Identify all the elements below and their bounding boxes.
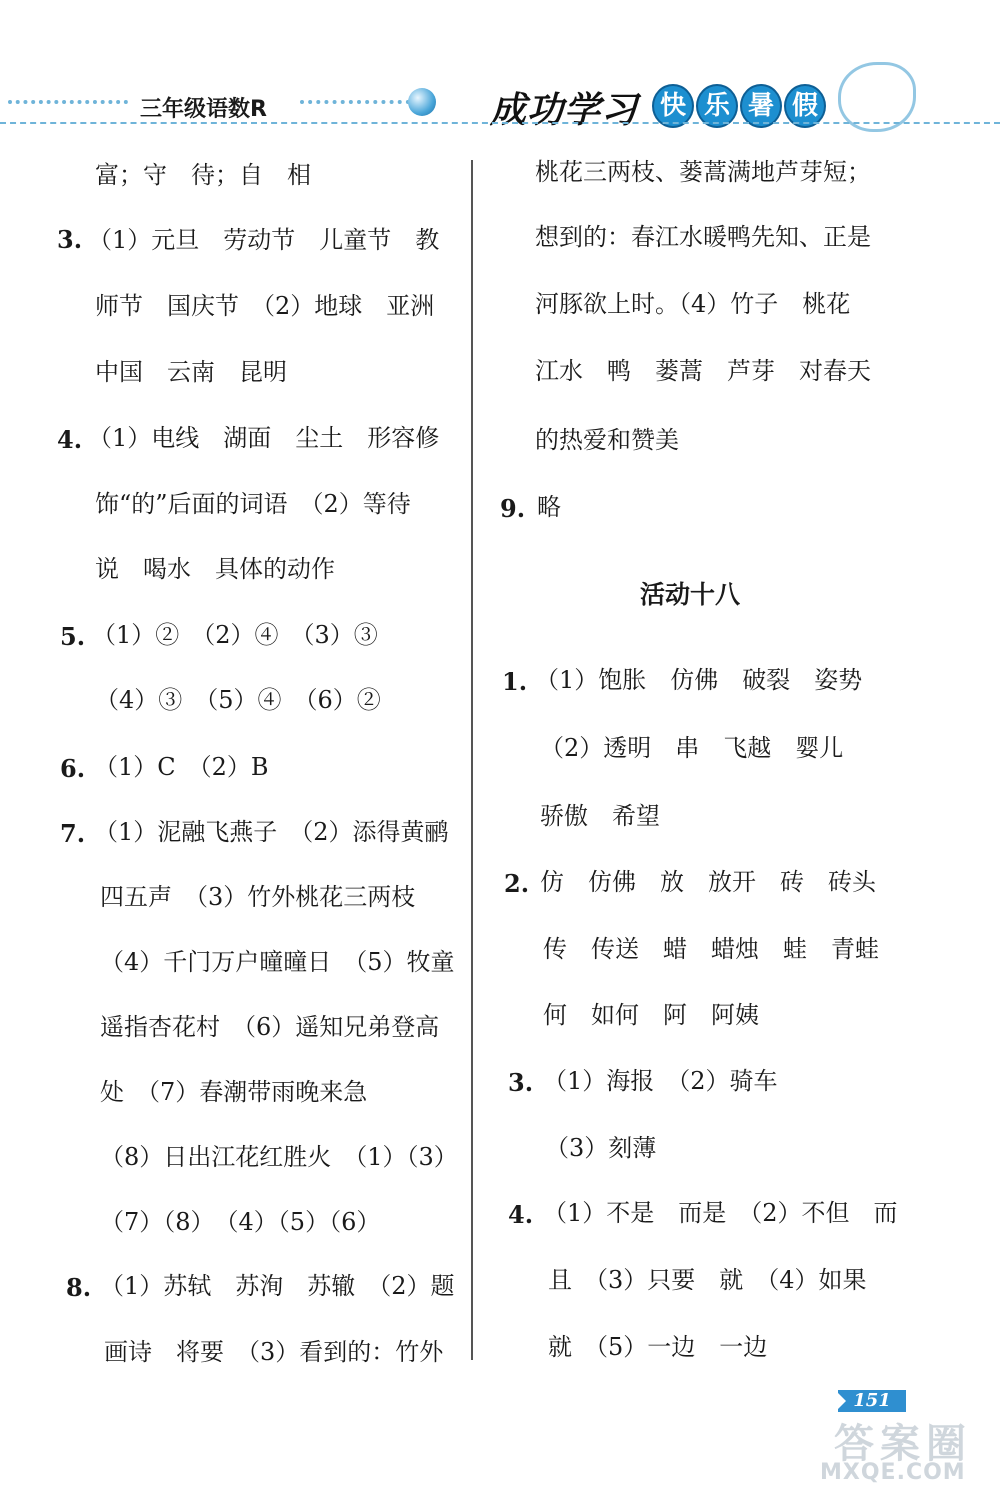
question-number: 9. — [500, 494, 526, 523]
answer-line: 饰“的”后面的词语 （2）等待 — [95, 490, 411, 518]
answer-line: （1）海报 （2）骑车 — [543, 1067, 778, 1095]
answer-line: （1）C （2）B — [94, 753, 269, 781]
badge-char: 乐 — [696, 84, 738, 128]
answer-line: 传 传送 蜡 蜡烛 蛙 青蛙 — [543, 935, 879, 963]
answer-line: （1）② （2）④ （3）③ — [92, 621, 378, 649]
answer-line: 处 （7）春潮带雨晚来急 — [100, 1078, 368, 1106]
column-divider — [471, 160, 473, 1360]
badge-char: 假 — [784, 84, 826, 128]
answer-line: （1）电线 湖面 尘土 形容修 — [88, 424, 440, 452]
answer-line: （1）元旦 劳动节 儿童节 教 — [88, 226, 440, 254]
section-title: 活动十八 — [640, 580, 741, 609]
question-number: 4. — [508, 1200, 534, 1229]
answer-line: 遥指杏花村 （6）遥知兄弟登高 — [100, 1013, 440, 1041]
answer-line: 河豚欲上时。（4）竹子 桃花 — [535, 290, 851, 318]
answer-line: （1）苏轼 苏洵 苏辙 （2）题 — [100, 1272, 455, 1300]
answer-line: 中国 云南 昆明 — [95, 358, 287, 386]
answer-line: 的热爱和赞美 — [535, 426, 679, 454]
page-arrow-icon — [838, 1393, 846, 1409]
answer-line: 仿 仿佛 放 放开 砖 砖头 — [540, 868, 876, 896]
answer-line: 且 （3）只要 就 （4）如果 — [548, 1266, 867, 1294]
brand-title: 成功学习 — [490, 90, 639, 131]
answer-line: 想到的：春江水暖鸭先知、正是 — [535, 223, 871, 251]
page-number: 151 — [838, 1390, 906, 1412]
question-number: 3. — [508, 1068, 534, 1097]
answer-line: 富；守 待；自 相 — [95, 161, 311, 189]
badge-char: 快 — [652, 84, 694, 128]
globe-icon — [408, 88, 436, 116]
answer-line: （8）日出江花红胜火 （1）（3） — [100, 1143, 458, 1171]
answer-line: （7）（8） （4）（5）（6） — [100, 1208, 381, 1236]
question-number: 6. — [60, 754, 86, 783]
question-number: 1. — [502, 667, 528, 696]
question-number: 7. — [60, 819, 86, 848]
answer-line: 何 如何 阿 阿姨 — [543, 1001, 759, 1029]
badge-char: 暑 — [740, 84, 782, 128]
answer-line: （4）千门万户曈曈日 （5）牧童 — [100, 948, 455, 976]
grade-label: 三年级语数R — [140, 97, 267, 122]
watermark — [820, 1412, 995, 1484]
answer-line: 桃花三两枝、蒌蒿满地芦芽短； — [535, 158, 871, 186]
question-number: 2. — [504, 869, 530, 898]
answer-line: （3）刻薄 — [545, 1134, 657, 1162]
question-number: 3. — [57, 225, 83, 254]
question-number: 8. — [66, 1273, 92, 1302]
watermark-top: 答案圈 — [834, 1421, 972, 1467]
answer-line: （1）不是 而是 （2）不但 而 — [543, 1199, 898, 1227]
header-dots-left — [8, 100, 128, 104]
answer-line: 说 喝水 具体的动作 — [95, 555, 335, 583]
answer-line: 江水 鸭 蒌蒿 芦芽 对春天 — [535, 357, 871, 385]
answer-line: 骄傲 希望 — [540, 802, 660, 830]
answer-line: 略 — [537, 493, 561, 521]
header-dots-mid — [300, 100, 410, 104]
question-number: 5. — [60, 622, 86, 651]
answer-line: （1）饱胀 仿佛 破裂 姿势 — [535, 666, 863, 694]
answer-line: （1）泥融飞燕子 （2）添得黄鹂 — [94, 818, 449, 846]
answer-line: 画诗 将要 （3）看到的：竹外 — [104, 1338, 444, 1366]
answer-line: （4）③ （5）④ （6）② — [95, 686, 381, 714]
answer-line: （2）透明 串 飞越 婴儿 — [540, 734, 844, 762]
answer-line: 就 （5）一边 一边 — [548, 1333, 768, 1361]
question-number: 4. — [57, 425, 83, 454]
header-divider — [0, 122, 1000, 124]
answer-line: 四五声 （3）竹外桃花三两枝 — [100, 883, 416, 911]
watermark-bottom: MXQE.COM — [820, 1460, 966, 1485]
answer-line: 师节 国庆节 （2）地球 亚洲 — [95, 292, 435, 320]
